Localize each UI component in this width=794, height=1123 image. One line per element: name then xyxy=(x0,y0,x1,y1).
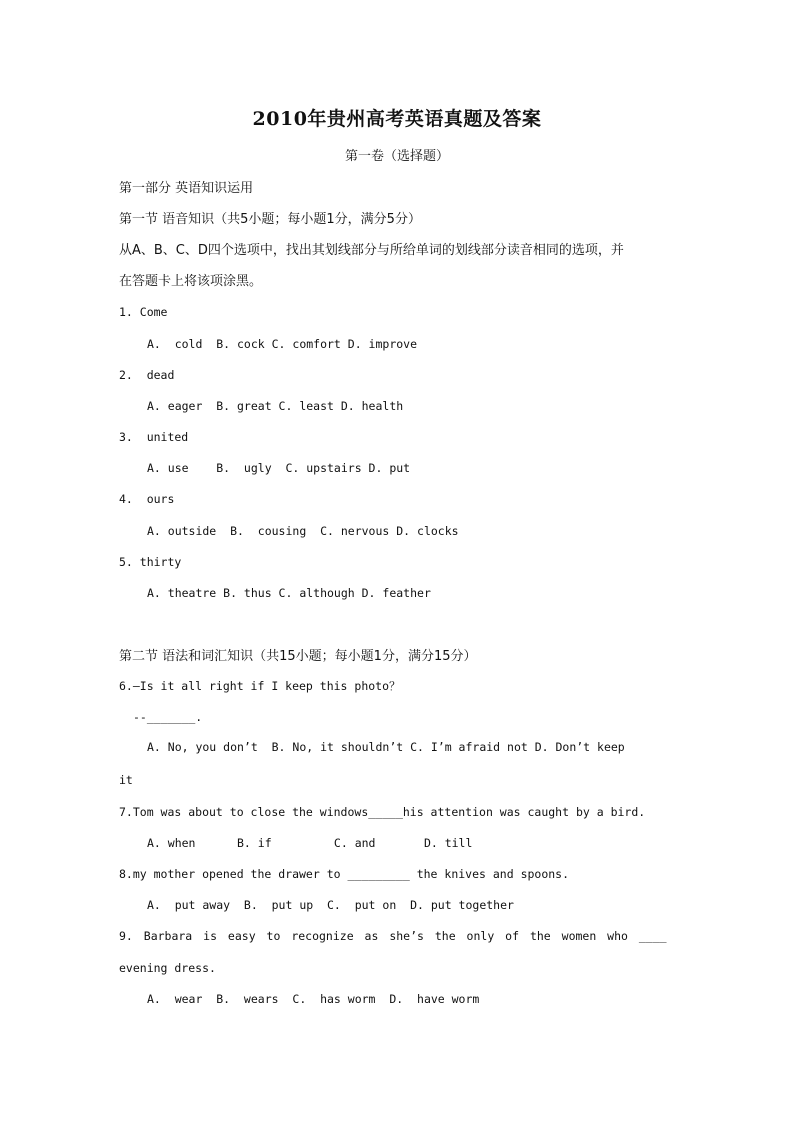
question-options: A. put away B. put up C. put on D. put together xyxy=(147,898,514,912)
question-options: A. eager B. great C. least D. health xyxy=(147,399,404,413)
question-options: A. wear B. wears C. has worm D. have worm xyxy=(147,992,480,1006)
instruction-line: 在答题卡上将该项涂黑。 xyxy=(119,274,263,289)
question-options: A. theatre B. thus C. although D. feather xyxy=(147,586,431,600)
question-stem: 6.—Is it all right if I keep this photo？ xyxy=(119,679,401,693)
question-stem: 2. dead xyxy=(119,368,175,382)
question-options: A. outside B. cousing C. nervous D. clocks xyxy=(147,524,459,538)
page-title: 2010年贵州高考英语真题及答案 xyxy=(252,108,542,130)
dialogue-reply: --_______. xyxy=(133,710,203,724)
section-heading-grammar: 第二节 语法和词汇知识（共15小题；每小题1分，满分15分） xyxy=(119,649,477,664)
question-stem: 1. Come xyxy=(119,305,168,319)
section-heading-phonetics: 第一节 语音知识（共5小题；每小题1分，满分5分） xyxy=(119,212,421,227)
question-stem: 9. Barbara is easy to recognize as she’s the only of the women who ____ xyxy=(119,929,667,943)
question-stem: 5. thirty xyxy=(119,555,182,569)
question-stem: 8.my mother opened the drawer to _________ the knives and spoons. xyxy=(119,867,570,881)
question-options: A. cold B. cock C. comfort D. improve xyxy=(147,337,418,351)
question-stem: 3. united xyxy=(119,430,189,444)
question-stem: 4. ours xyxy=(119,492,175,506)
question-stem: 7.Tom was about to close the windows_____his attention was caught by a bird. xyxy=(119,805,646,819)
instruction-line: 从A、B、C、D四个选项中，找出其划线部分与所给单词的划线部分读音相同的选项，并 xyxy=(119,243,624,258)
question-options: A. when B. if C. and D. till xyxy=(147,836,473,850)
question-stem-continued: evening dress. xyxy=(119,961,216,975)
question-options: A. use B. ugly C. upstairs D. put xyxy=(147,461,411,475)
volume-subtitle: 第一卷（选择题） xyxy=(344,149,449,164)
question-options: A. No, you don’t B. No, it shouldn’t C. I’m afraid not D. Don’t keep xyxy=(147,740,625,754)
question-options-continued: it xyxy=(119,773,133,787)
part-heading: 第一部分 英语知识运用 xyxy=(119,181,254,196)
